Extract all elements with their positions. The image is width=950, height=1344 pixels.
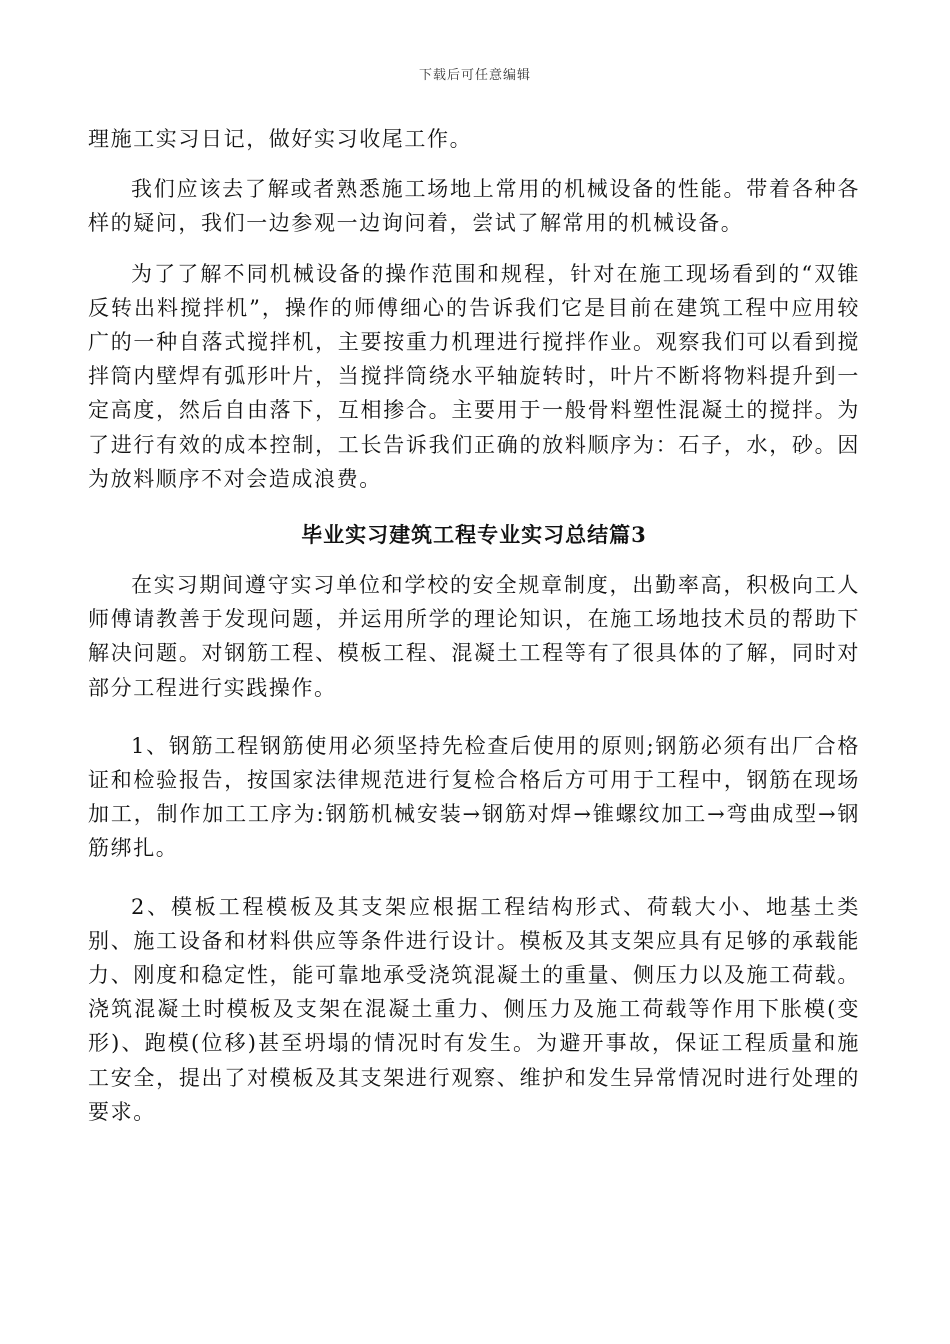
paragraph-mixer: 为了了解不同机械设备的操作范围和规程，针对在施工现场看到的“双锥反转出料搅拌机”，操作的师傅细心的告诉我们它是目前在建筑工程中应用较广的一种自落式搅拌机，主要按重力机理进行搅拌作业。观察我们可以看到搅拌筒内壁焊有弧形叶片，当搅拌筒绕水平轴旋转时，叶片不断将物料提升到一定高度，然后自由落下，互相掺合。主要用于一般骨料塑性混凝土的搅拌。为了进行有效的成本控制，工长告诉我们正确的放料顺序为：石子，水，砂。因为放料顺序不对会造成浪费。 — [88, 261, 860, 491]
header-note: 下载后可任意编辑 — [418, 68, 531, 83]
paragraph-continuation: 理施工实习日记，做好实习收尾工作。 — [88, 127, 473, 151]
paragraph-rebar: 1、钢筋工程钢筋使用必须坚持先检查后使用的原则;钢筋必须有出厂合格证和检验报告，按国家法律规范进行复检合格后方可用于工程中，钢筋在现场加工，制作加工工序为:钢筋机械安装→钢筋对焊→锥螺纹加工→弯曲成型→钢筋绑扎。 — [88, 733, 860, 861]
paragraph-safety: 在实习期间遵守实习单位和学校的安全规章制度，出勤率高，积极向工人师傅请教善于发现问题，并运用所学的理论知识，在施工场地技术员的帮助下解决问题。对钢筋工程、模板工程、混凝土工程等有了很具体的了解，同时对部分工程进行实践操作。 — [88, 573, 860, 700]
section-title: 毕业实习建筑工程专业实习总结篇3 — [301, 522, 647, 548]
paragraph-machinery-intro: 我们应该去了解或者熟悉施工场地上常用的机械设备的性能。带着各种各样的疑问，我们一边参观一边询问着，尝试了解常用的机械设备。 — [88, 177, 860, 236]
paragraph-formwork: 2、模板工程模板及其支架应根据工程结构形式、荷载大小、地基土类别、施工设备和材料供应等条件进行设计。模板及其支架应具有足够的承载能力、刚度和稳定性，能可靠地承受浇筑混凝土的重量、侧压力以及施工荷载。浇筑混凝土时模板及支架在混凝土重力、侧压力及施工荷载等作用下胀模(变形)、跑模(位移)甚至坍塌的情况时有发生。为避开事故，保证工程质量和施工安全，提出了对模板及其支架进行观察、维护和发生异常情况时进行处理的要求。 — [88, 894, 860, 1124]
document-body — [88, 122, 860, 1129]
